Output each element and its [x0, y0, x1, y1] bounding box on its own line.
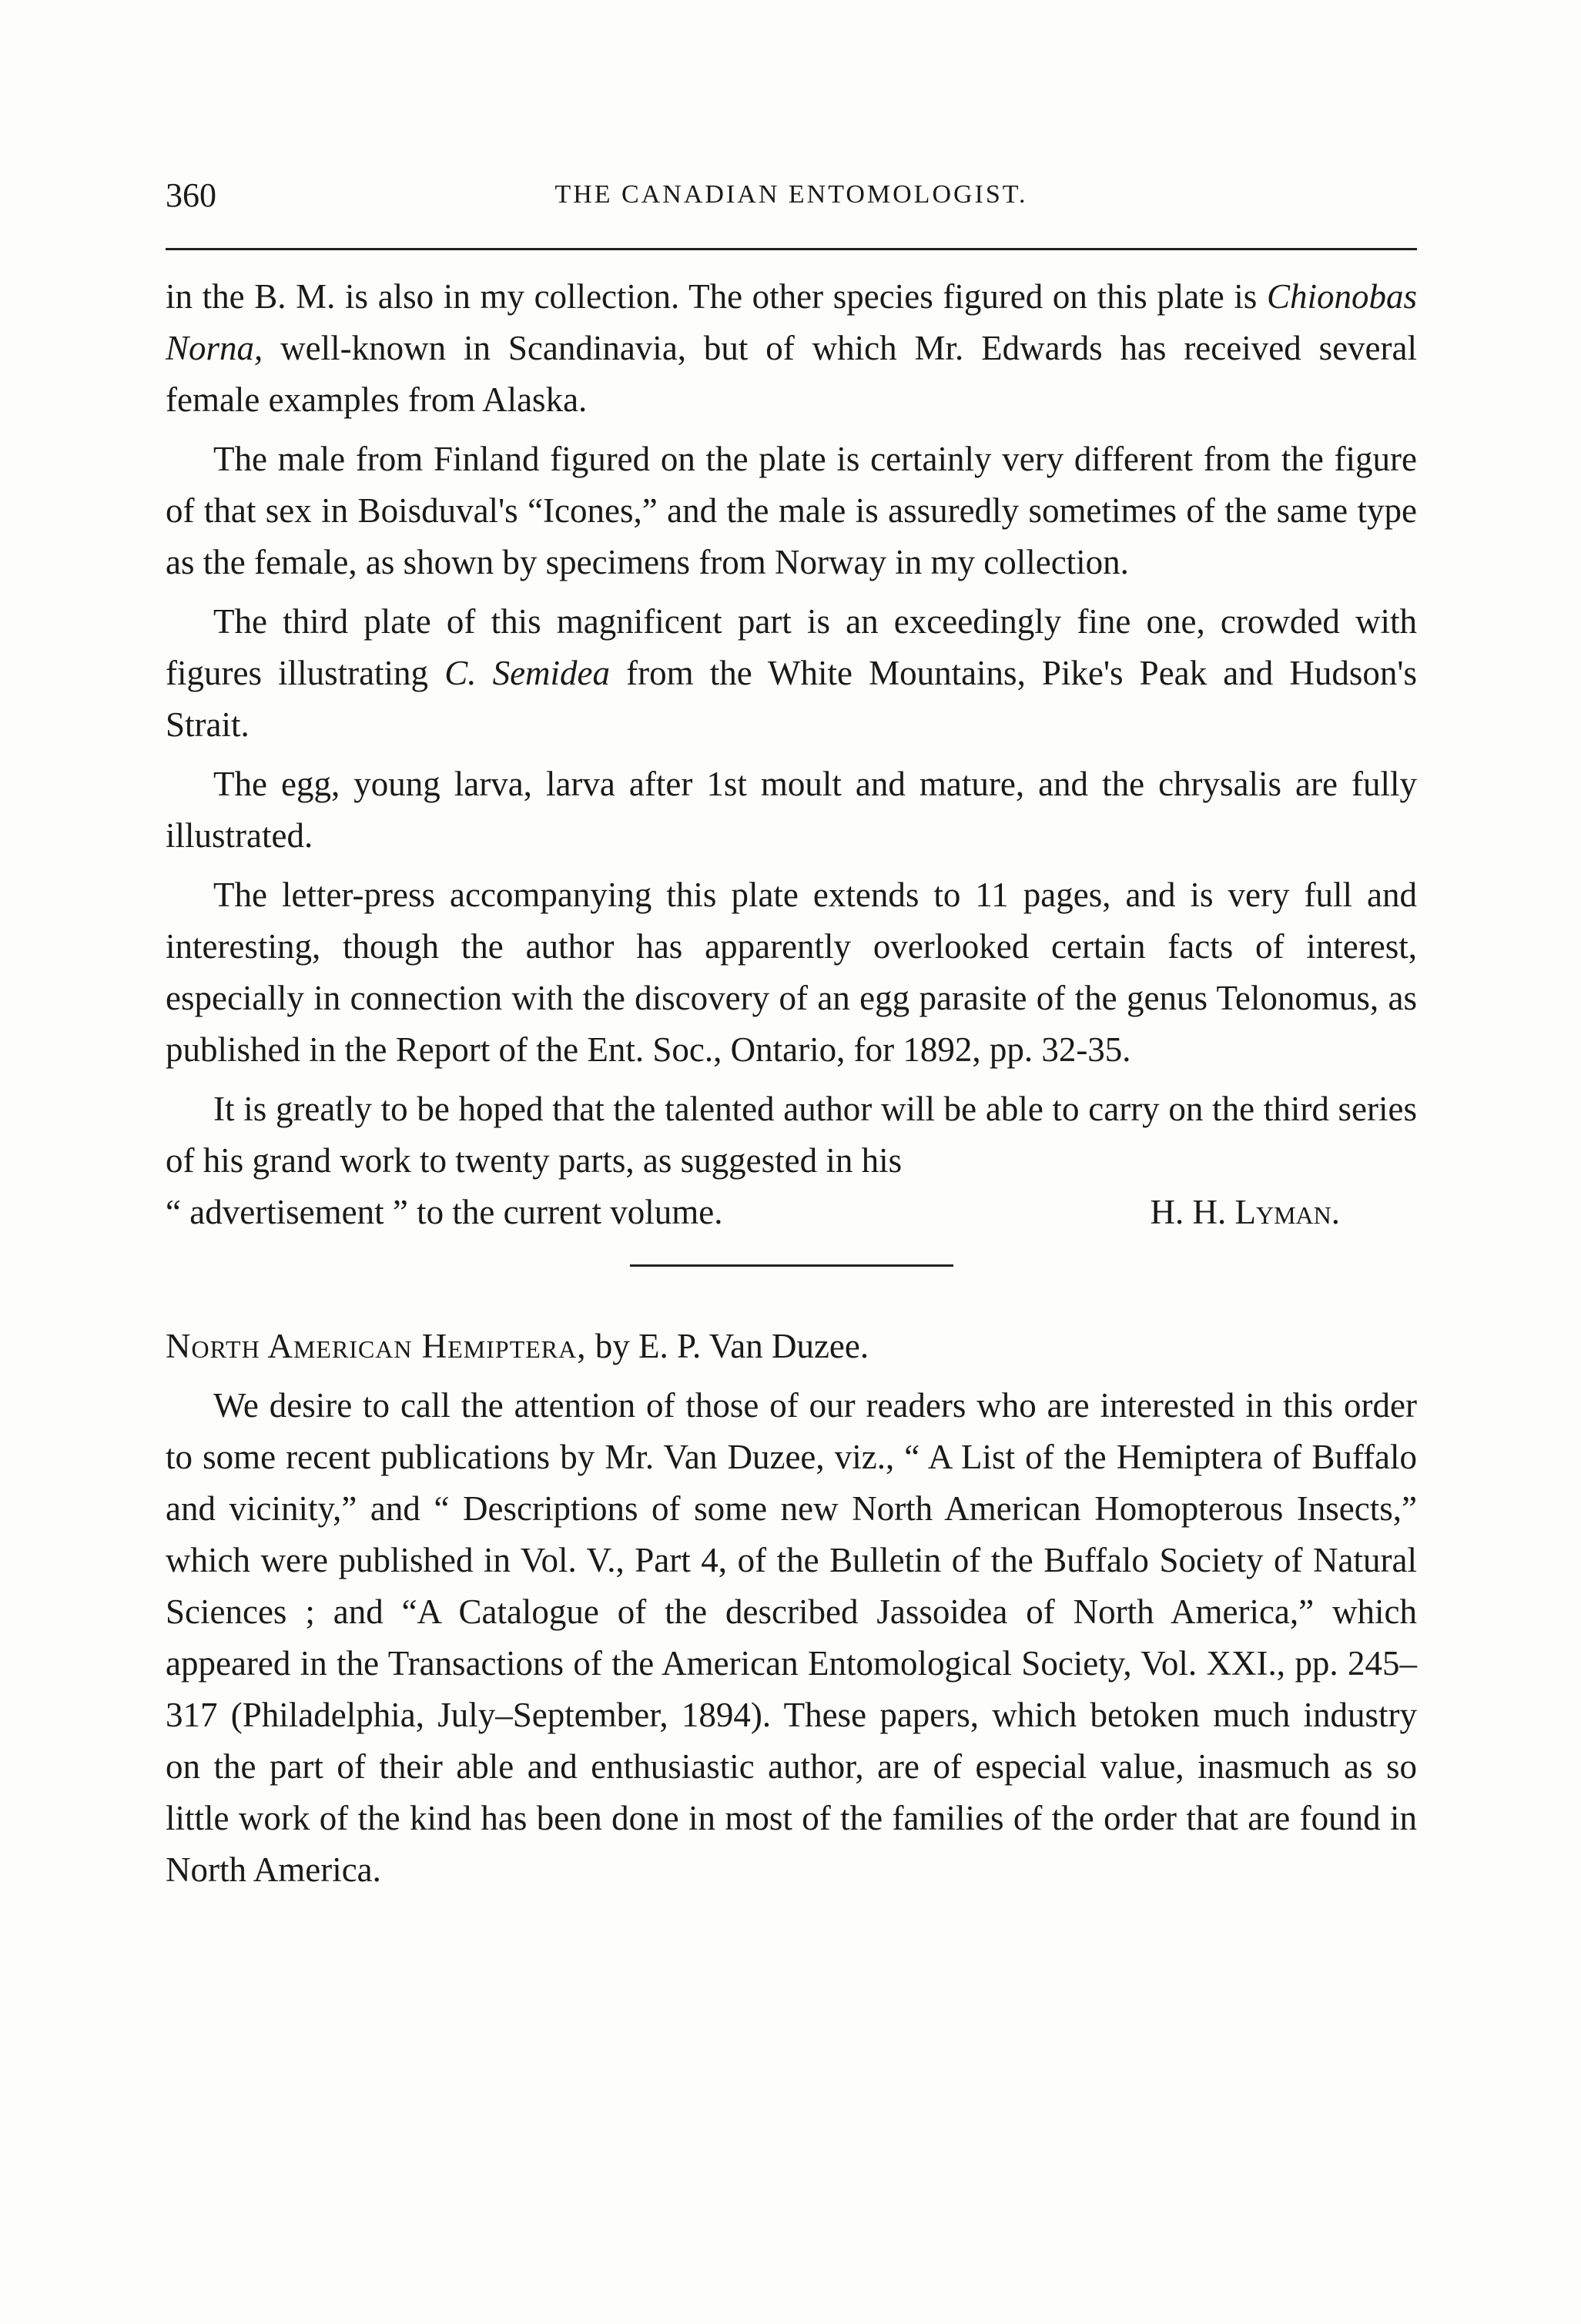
review1-paragraph-3-text-a: The third plate of this magnificent part is an exceedingly fine one, crowded with figures illustrating — [166, 602, 1417, 692]
page-body — [166, 271, 1417, 1904]
review1-paragraph-6-last-line: “ advertisement ” to the current volume. — [166, 1193, 723, 1231]
page-number: 360 — [166, 176, 216, 214]
review1-paragraph-6 — [166, 1083, 1417, 1187]
species-name-chionobas-norna: Chionobas Norna, — [166, 277, 1417, 367]
review2-paragraph-1: We desire to call the attention of those of our readers who are interested in this order to some recent publications by Mr. Van Duzee, viz., “ A List of the Hemiptera of Buffalo and vicinity,” and “ Descriptions of some new North American Homopterous Insects,” which were published in Vol. V., Part 4, of the Bulletin of the Buffalo Society of Natural Sciences ; and “A Catalogue of the described Jassoidea of North America,” which appeared in the Transactions of the American Entomological Society, Vol. XXI., pp. 245–317 (Philadelphia, July–September, 1894). These papers, which betoken much industry on the part of their able and enthusiastic author, are of especial value, inasmuch as so little work of the kind has been done in most of the families of the order that are found in North America. — [166, 1386, 1417, 1889]
author-signature: H. H. Lyman. — [1150, 1193, 1340, 1231]
review1-paragraph-6-text: It is greatly to be hoped that the talented author will be able to carry on the third series of his grand work to twenty parts, as suggested in his — [166, 1090, 1417, 1180]
review2-heading-title: North American Hemiptera, — [166, 1327, 587, 1365]
species-name-c-semidea: C. Semidea — [444, 654, 611, 692]
running-head: THE CANADIAN ENTOMOLOGIST. — [554, 180, 1028, 209]
page-header — [166, 176, 1417, 222]
section-divider — [630, 1264, 953, 1267]
review2-heading — [166, 1321, 1417, 1372]
review1-paragraph-2: The male from Finland figured on the plate is certainly very different from the figure of that sex in Boisduval's “Icones,” and the male is assuredly sometimes of the same type as the female, as shown by specimens from Norway in my collection. — [166, 440, 1417, 581]
review1-paragraph-1-text-b: well-known in Scandinavia, but of which Mr. Edwards has received several female examples from Alaska. — [166, 329, 1417, 419]
review1-paragraph-3-text-b: from the White Mountains, Pike's Peak and Hudson's Strait. — [166, 654, 1417, 744]
review2-heading-author: by E. P. Van Duzee. — [586, 1327, 869, 1365]
review1-paragraph-3 — [166, 596, 1417, 751]
review1-paragraph-1-text-a: in the B. M. is also in my collection. The other species figured on this plate is — [166, 277, 1267, 316]
review1-signoff-row — [166, 1187, 1417, 1238]
header-rule — [166, 248, 1417, 250]
review1-paragraph-1 — [166, 271, 1417, 426]
review1-paragraph-5: The letter-press accompanying this plate extends to 11 pages, and is very full and interesting, though the author has apparently overlooked certain facts of interest, especially in connection with the discovery of an egg parasite of the genus Telonomus, as published in the Report of the Ent. Soc., Ontario, for 1892, pp. 32-35. — [166, 876, 1417, 1069]
review1-paragraph-4: The egg, young larva, larva after 1st moult and mature, and the chrysalis are fully illustrated. — [166, 765, 1417, 855]
